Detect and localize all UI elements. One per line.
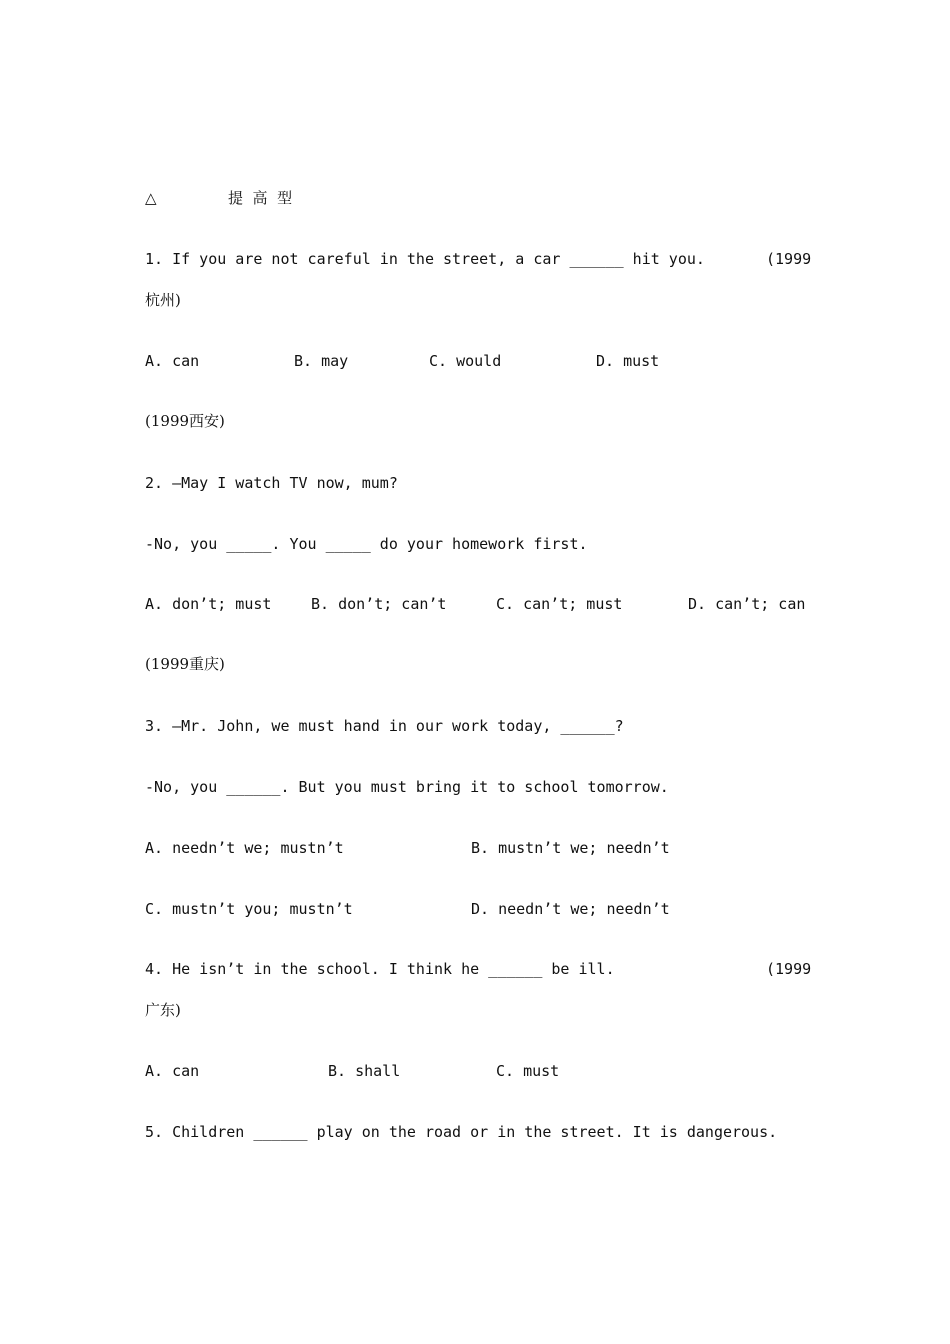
question-1-option-b: B. may (294, 352, 349, 370)
question-1-source-year: (1999 (766, 250, 812, 268)
question-2-answer: -No, you _____. You _____ do your homework first. (145, 535, 588, 553)
question-3-option-c: C. mustn’t you; mustn’t (145, 900, 353, 918)
question-2-option-a: A. don’t; must (145, 595, 272, 613)
question-3-source: (1999重庆) (145, 655, 225, 673)
question-4-option-b: B. shall (328, 1062, 401, 1080)
question-2-option-c: C. can’t; must (496, 595, 623, 613)
triangle-icon: △ (145, 189, 157, 207)
question-2-text: 2. –May I watch TV now, mum? (145, 474, 398, 492)
question-4-option-a: A. can (145, 1062, 200, 1080)
question-5-text: 5. Children ______ play on the road or in the street. It is dangerous. (145, 1123, 778, 1141)
question-1-option-a: A. can (145, 352, 200, 370)
question-4-option-c: C. must (496, 1062, 560, 1080)
section-title: 提 高 型 (228, 189, 293, 207)
question-1-source-place: 杭州) (145, 291, 181, 309)
question-3-option-b: B. mustn’t we; needn’t (471, 839, 670, 857)
question-2-source: (1999西安) (145, 412, 225, 430)
question-1-option-d: D. must (596, 352, 660, 370)
question-3-option-d: D. needn’t we; needn’t (471, 900, 670, 918)
question-1-option-c: C. would (429, 352, 502, 370)
question-4-text: 4. He isn’t in the school. I think he ______ be ill. (145, 960, 615, 978)
question-1-text: 1. If you are not careful in the street, a car ______ hit you. (145, 250, 705, 268)
question-2-option-d: D. can’t; can (688, 595, 806, 613)
question-4-source-place: 广东) (145, 1001, 181, 1019)
question-3-option-a: A. needn’t we; mustn’t (145, 839, 344, 857)
question-3-answer: -No, you ______. But you must bring it to school tomorrow. (145, 778, 669, 796)
question-3-text: 3. –Mr. John, we must hand in our work today, ______? (145, 717, 624, 735)
question-4-source-year: (1999 (766, 960, 812, 978)
question-2-option-b: B. don’t; can’t (311, 595, 447, 613)
